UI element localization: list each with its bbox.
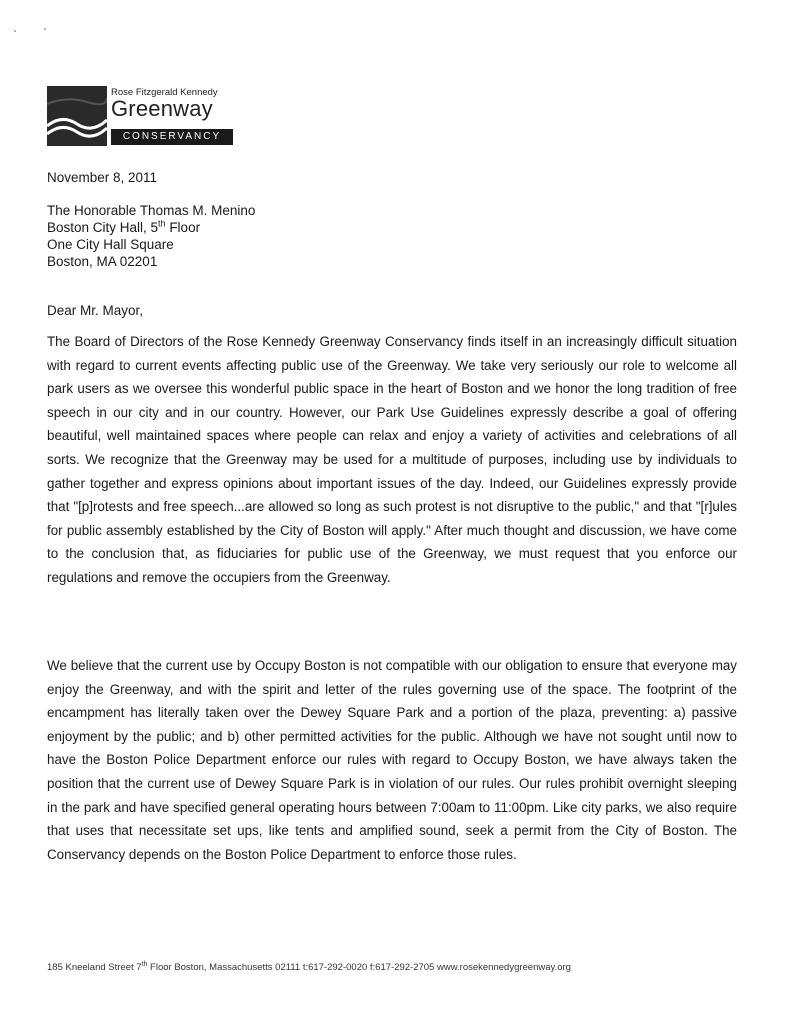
- letter-date: November 8, 2011: [47, 170, 158, 185]
- scan-speck: [44, 28, 46, 30]
- recipient-name: The Honorable Thomas M. Menino: [47, 203, 256, 218]
- greenway-wave-logo-icon: [47, 86, 107, 146]
- body-paragraph-1: The Board of Directors of the Rose Kennedy Greenway Conservancy finds itself in an increasingly difficult situation with regard to current events affecting public use of the Greenway. We take very seriously our role to welcome all park users as we oversee this wonderful public space in the heart of Boston and we honor the long tradition of free speech in our city and in our country. However, our Park Use Guidelines expressly describe a goal of offering beautiful, well maintained spaces where people can relax and enjoy a variety of activities and celebrations of all sorts. We recognize that the Greenway may be used for a multitude of purposes, including use by individuals to gather together and express opinions about important issues of the day. Indeed, our Guidelines expressly provide that "[p]rotests and free speech...are allowed so long as such protest is not disruptive to the public," and that "[r]ules for public assembly established by the City of Boston will apply." After much thought and discussion, we have come to the conclusion that, as fiduciaries for public use of the Greenway, we must request that you enforce our regulations and remove the occupiers from the Greenway.: [47, 334, 737, 585]
- logo-name: Greenway: [111, 96, 213, 121]
- letterhead-footer: [47, 962, 571, 973]
- logo-bar: CONSERVANCY: [111, 129, 233, 145]
- recipient-address-line4: Boston, MA 02201: [47, 254, 158, 269]
- logo-top-line: Rose Fitzgerald Kennedy: [111, 87, 218, 98]
- body-paragraph-2: We believe that the current use by Occupy Boston is not compatible with our obligation to ensure that everyone may enjoy the Greenway, and with the spirit and letter of the rules governing use of the space. The footprint of the encampment has literally taken over the Dewey Square Park and a portion of the plaza, preventing: a) passive enjoyment by the public; and b) other permitted activities for the public. Although we have not sought until now to have the Boston Police Department enforce our rules with regard to Occupy Boston, we have always taken the position that the current use of Dewey Square Park is in violation of our rules. Our rules prohibit overnight sleeping in the park and have specified general operating hours between 7:00am to 11:00pm. Like city parks, we also require that uses that necessitate set ups, like tents and amplified sound, seek a permit from the City of Boston. The Conservancy depends on the Boston Police Department to enforce those rules.: [47, 658, 737, 862]
- recipient-address-line3: One City Hall Square: [47, 237, 174, 252]
- salutation: Dear Mr. Mayor,: [47, 303, 144, 318]
- scan-speck: [14, 30, 16, 32]
- footer-address-sup: th: [141, 960, 148, 968]
- recipient-line2-sup: th: [158, 218, 166, 229]
- footer-address-pre: 185 Kneeland Street 7: [47, 962, 142, 973]
- recipient-line2-pre: Boston City Hall, 5: [47, 220, 159, 235]
- recipient-line2-post: Floor: [165, 220, 201, 235]
- greenway-logo: [47, 86, 247, 152]
- footer-address-post: Floor Boston, Massachusetts 02111 t:617-292-0020 f:617-292-2705 www.rosekennedygreenway.org: [147, 962, 571, 973]
